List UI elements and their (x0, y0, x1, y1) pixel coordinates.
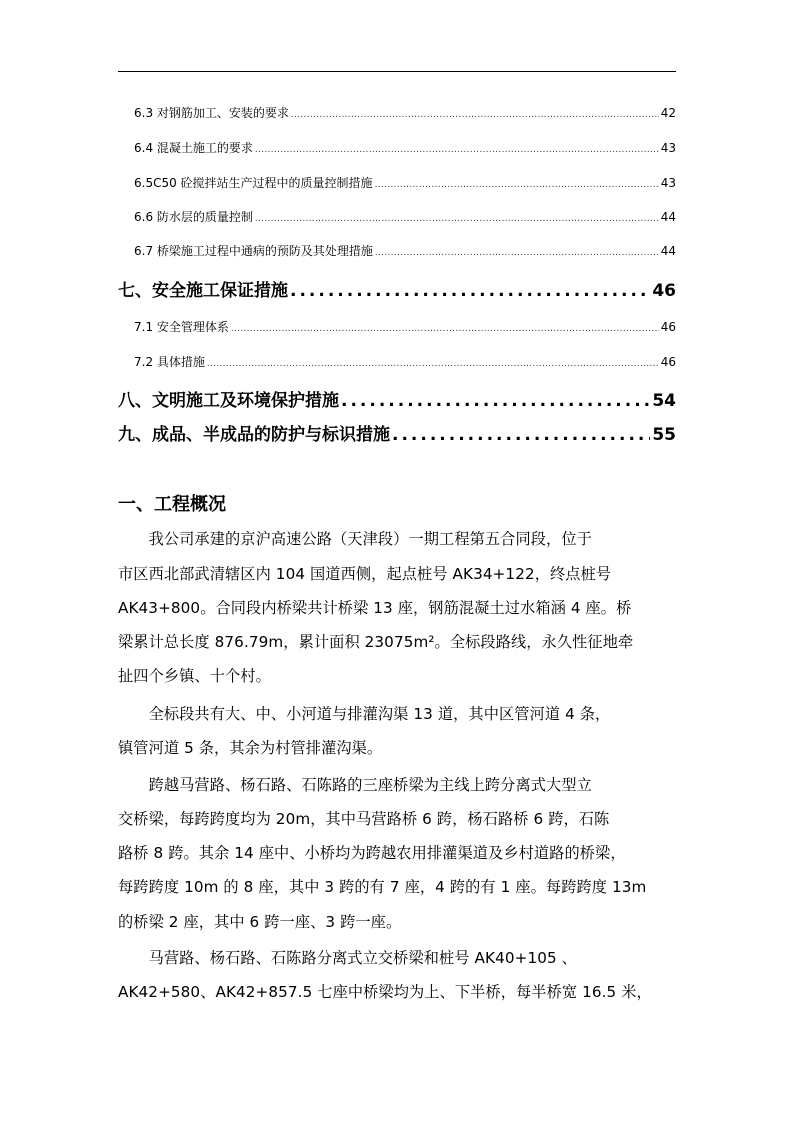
section-title: 一、工程概况 (118, 494, 226, 515)
body-line: 跨越马营路、杨石路、石陈路的三座桥梁为主线上跨分离式大型立 (118, 776, 592, 794)
body-line: 我公司承建的京沪高速公路（天津段）一期工程第五合同段，位于 (118, 530, 592, 548)
toc-entry-page: 55 (652, 425, 676, 445)
body-line: AK42+580、AK42+857.5 七座中桥梁均为上、下半桥，每半桥宽 16.5 米， (118, 983, 652, 1001)
toc-entry-chapter-8[interactable] (118, 389, 676, 413)
toc-entry-page: 43 (660, 176, 676, 190)
toc-entry-label: 6.6 防水层的质量控制 (134, 210, 253, 224)
body-line: 全标段共有大、中、小河道与排灌沟渠 13 道，其中区管河道 4 条， (118, 705, 611, 723)
toc-leader-dots (341, 389, 650, 413)
toc-leader-dots (291, 104, 659, 124)
toc-entry-6-7[interactable] (118, 242, 676, 260)
toc-leader-dots (375, 174, 659, 194)
body-line: 交桥梁，每跨跨度均为 20m，其中马营路桥 6 跨，杨石路桥 6 跨，石陈 (118, 810, 610, 828)
toc-entry-label: 九、成品、半成品的防护与标识措施 (118, 425, 390, 445)
toc-entry-label: 6.5C50 砼搅拌站生产过程中的质量控制措施 (134, 176, 373, 190)
toc-leader-dots (207, 353, 659, 373)
body-line: 扯四个乡镇、十个村。 (118, 667, 271, 685)
toc-entry-chapter-9[interactable] (118, 423, 676, 447)
header-rule (118, 71, 676, 72)
toc-entry-page: 42 (660, 106, 676, 120)
body-line: 路桥 8 跨。其余 14 座中、小桥均为跨越农用排灌渠道及乡村道路的桥梁， (118, 844, 626, 862)
toc-entry-label: 八、文明施工及环境保护措施 (118, 391, 339, 411)
toc-entry-label: 6.3 对钢筋加工、安装的要求 (134, 106, 289, 120)
toc-entry-6-3[interactable] (118, 104, 676, 122)
toc-entry-page: 54 (652, 391, 676, 411)
toc-entry-label: 七、安全施工保证措施 (118, 281, 288, 301)
toc-leader-dots (255, 208, 659, 228)
toc-entry-label: 7.1 安全管理体系 (134, 320, 229, 334)
toc-entry-page: 46 (660, 320, 676, 334)
toc-entry-page: 46 (652, 281, 676, 301)
body-line: 马营路、杨石路、石陈路分离式立交桥梁和桩号 AK40+105 、 (118, 949, 577, 967)
body-line: 梁累计总长度 876.79m，累计面积 23075m²。全标段路线，永久性征地牵 (118, 633, 634, 651)
toc-entry-page: 46 (660, 355, 676, 369)
toc-entry-page: 43 (660, 141, 676, 155)
toc-entry-7-1[interactable] (118, 318, 676, 336)
toc-entry-6-4[interactable] (118, 139, 676, 157)
body-line: 市区西北部武清辖区内 104 国道西侧，起点桩号 AK34+122，终点桩号 (118, 565, 612, 583)
toc-leader-dots (290, 279, 650, 303)
toc-entry-page: 44 (660, 244, 676, 258)
toc-entry-6-5[interactable] (118, 174, 676, 192)
toc-leader-dots (231, 318, 659, 338)
toc-entry-label: 6.7 桥梁施工过程中通病的预防及其处理措施 (134, 244, 373, 258)
toc-leader-dots (392, 423, 650, 447)
body-line: 每跨跨度 10m 的 8 座，其中 3 跨的有 7 座，4 跨的有 1 座。每跨跨度 13m (118, 878, 647, 896)
toc-leader-dots (375, 242, 659, 262)
toc-entry-chapter-7[interactable] (118, 279, 676, 303)
body-line: 的桥梁 2 座，其中 6 跨一座、3 跨一座。 (118, 913, 402, 931)
toc-leader-dots (255, 139, 659, 159)
body-line: 镇管河道 5 条，其余为村管排灌沟渠。 (118, 739, 383, 757)
toc-entry-page: 44 (660, 210, 676, 224)
toc-entry-6-6[interactable] (118, 208, 676, 226)
toc-entry-label: 6.4 混凝土施工的要求 (134, 141, 253, 155)
body-line: AK43+800。合同段内桥梁共计桥梁 13 座，钢筋混凝土过水箱涵 4 座。桥 (118, 599, 632, 617)
toc-entry-label: 7.2 具体措施 (134, 355, 205, 369)
toc-entry-7-2[interactable] (118, 353, 676, 371)
